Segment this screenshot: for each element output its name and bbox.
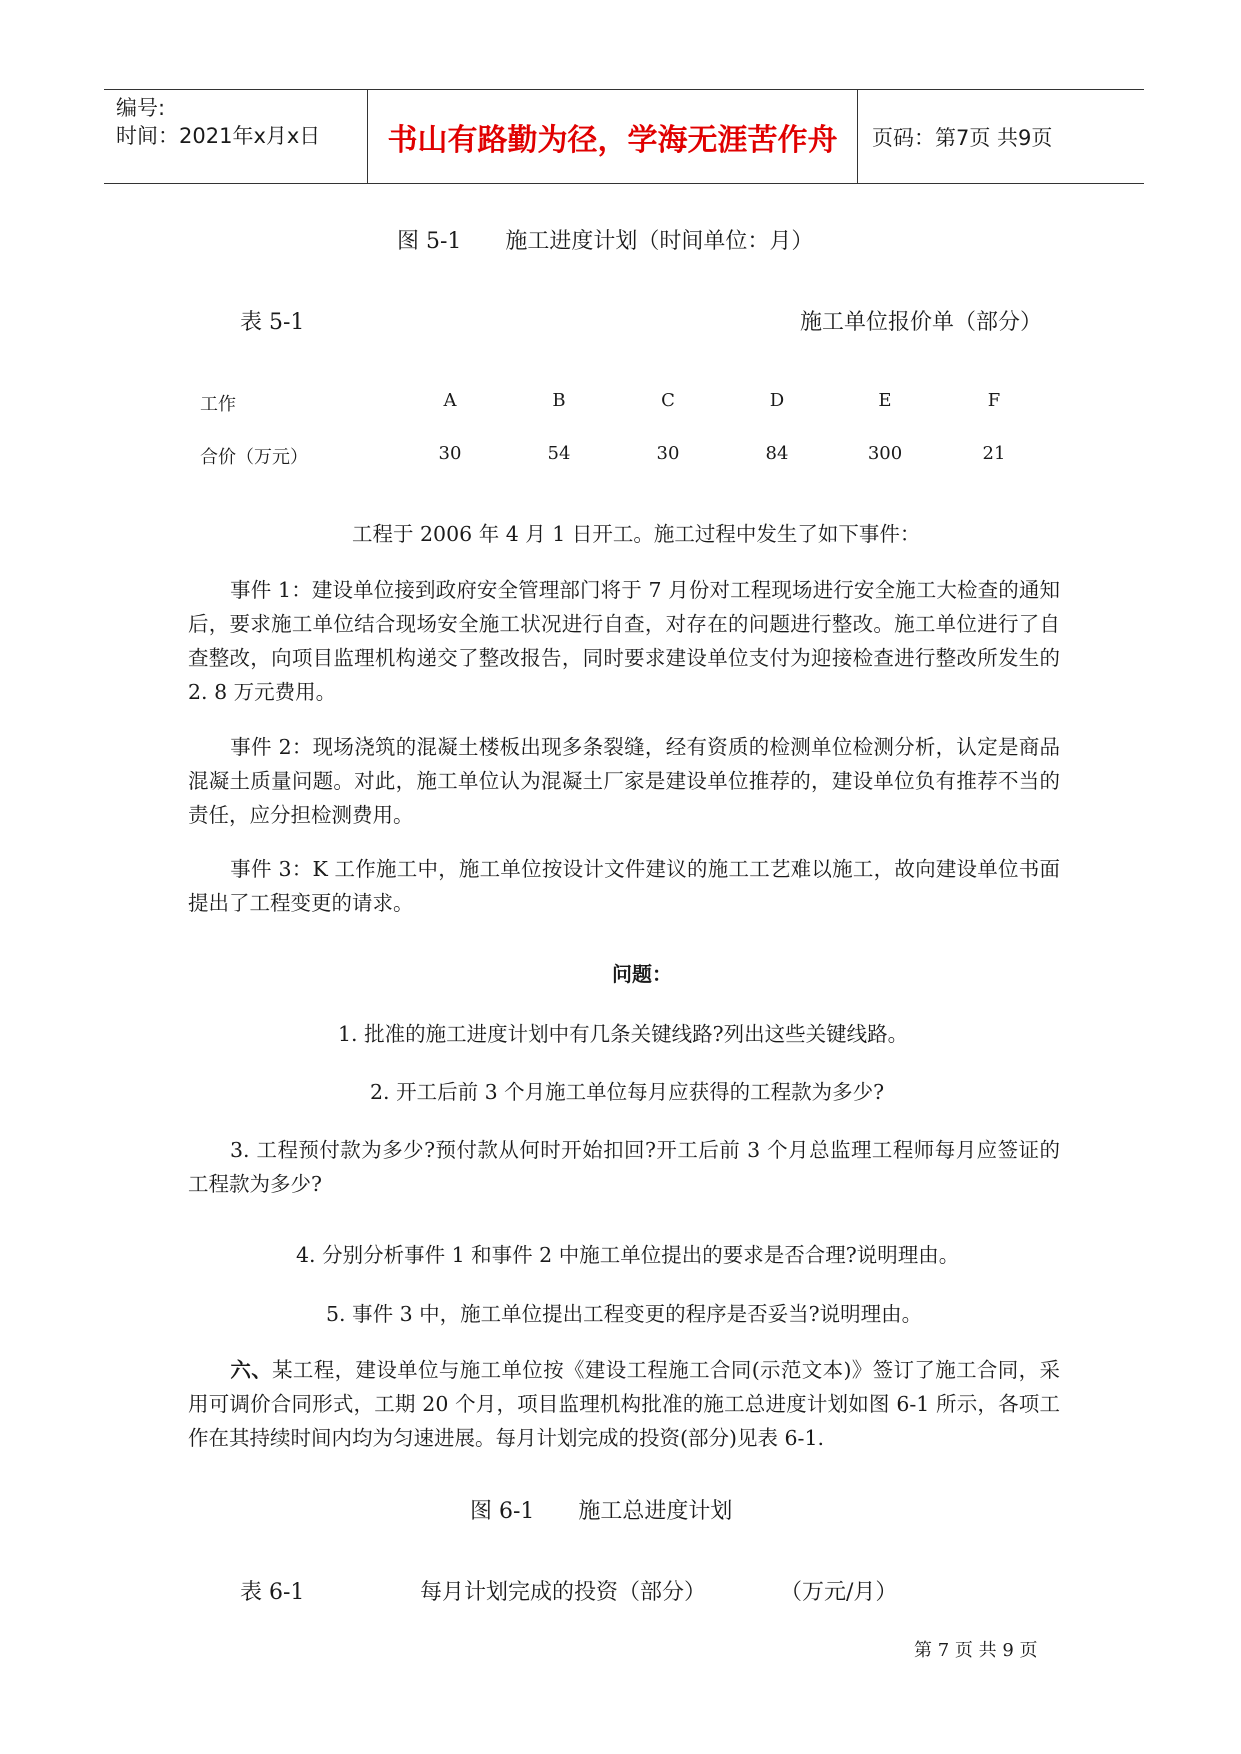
event-1-paragraph <box>188 573 1060 709</box>
header-meta <box>104 90 368 183</box>
header-motto: 书山有路勤为径，学海无涯苦作舟 <box>368 90 858 183</box>
section-6-lead: 六、 <box>230 1358 273 1382</box>
event-1-text: 事件 1：建设单位接到政府安全管理部门将于 7 月份对工程现场进行安全施工大检查的通知后，要求施工单位结合现场安全施工状况进行自查，对存在的问题进行整改。施工单位进行了自查整改，向项目监理机构递交了整改报告，同时要求建设单位支付为迎接检查进行整改所发生的 2. 8 万元费用。 <box>188 578 1060 704</box>
table-col-b: B <box>552 390 566 411</box>
event-2-text: 事件 2：现场浇筑的混凝土楼板出现多条裂缝，经有资质的检测单位检测分析，认定是商品混凝土质量问题。对此，施工单位认为混凝土厂家是建设单位推荐的，建设单位负有推荐不当的责任，应分担检测费用。 <box>188 735 1060 827</box>
table-cell-d: 84 <box>765 443 789 464</box>
table-col-f: F <box>987 390 1001 411</box>
table-cell-b: 54 <box>547 443 571 464</box>
page-footer: 第 7 页 共 9 页 <box>914 1640 1038 1661</box>
page-header <box>104 89 1144 184</box>
figure-6-1-caption: 图 6-1 施工总进度计划 <box>470 1499 733 1524</box>
figure-5-1-caption: 图 5-1 施工进度计划（时间单位：月） <box>397 229 814 254</box>
header-page-number: 页码：第7页 共9页 <box>872 125 1053 150</box>
table-cell-e: 300 <box>867 443 903 464</box>
table-col-c: C <box>661 390 675 411</box>
table-6-1-unit: （万元/月） <box>780 1580 898 1605</box>
questions-title: 问题： <box>612 962 672 986</box>
table-cell-c: 30 <box>656 443 680 464</box>
table-6-1-title: 每月计划完成的投资（部分） <box>420 1580 707 1605</box>
table-5-1-label: 表 5-1 <box>240 310 305 335</box>
table-5-1-title: 施工单位报价单（部分） <box>800 310 1043 335</box>
question-3: 3. 工程预付款为多少?预付款从何时开始扣回?开工后前 3 个月总监理工程师每月应签证的工程款为多少? <box>188 1138 1060 1196</box>
question-3-paragraph <box>188 1133 1060 1201</box>
table-cell-f: 21 <box>982 443 1006 464</box>
question-4: 4. 分别分析事件 1 和事件 2 中施工单位提出的要求是否合理?说明理由。 <box>296 1243 960 1267</box>
table-col-e: E <box>878 390 892 411</box>
table-row-head-work: 工作 <box>200 394 236 415</box>
question-2: 2. 开工后前 3 个月施工单位每月应获得的工程款为多少? <box>370 1080 885 1104</box>
table-col-a: A <box>443 390 457 411</box>
table-6-1-label: 表 6-1 <box>240 1580 305 1605</box>
section-6-paragraph <box>188 1353 1060 1455</box>
table-col-d: D <box>769 390 785 411</box>
question-5: 5. 事件 3 中，施工单位提出工程变更的程序是否妥当?说明理由。 <box>326 1302 923 1326</box>
question-1: 1. 批准的施工进度计划中有几条关键线路?列出这些关键线路。 <box>338 1022 909 1046</box>
table-row-head-price: 合价（万元） <box>200 447 308 468</box>
event-3-paragraph <box>188 852 1060 920</box>
header-number: 编号: <box>116 96 166 120</box>
header-time: 时间：2021年x月x日 <box>116 124 321 148</box>
intro-text: 工程于 2006 年 4 月 1 日开工。施工过程中发生了如下事件： <box>352 522 921 546</box>
event-2-paragraph <box>188 730 1060 832</box>
event-3-text: 事件 3：K 工作施工中，施工单位按设计文件建议的施工工艺难以施工，故向建设单位书面提出了工程变更的请求。 <box>188 857 1060 915</box>
table-cell-a: 30 <box>438 443 462 464</box>
section-6-text: 某工程，建设单位与施工单位按《建设工程施工合同(示范文本)》签订了施工合同，采用可调价合同形式，工期 20 个月，项目监理机构批准的施工总进度计划如图 6-1 所示，各项工作在其持续时间内均为匀速进展。每月计划完成的投资(部分)见表 6-1. <box>188 1358 1060 1450</box>
